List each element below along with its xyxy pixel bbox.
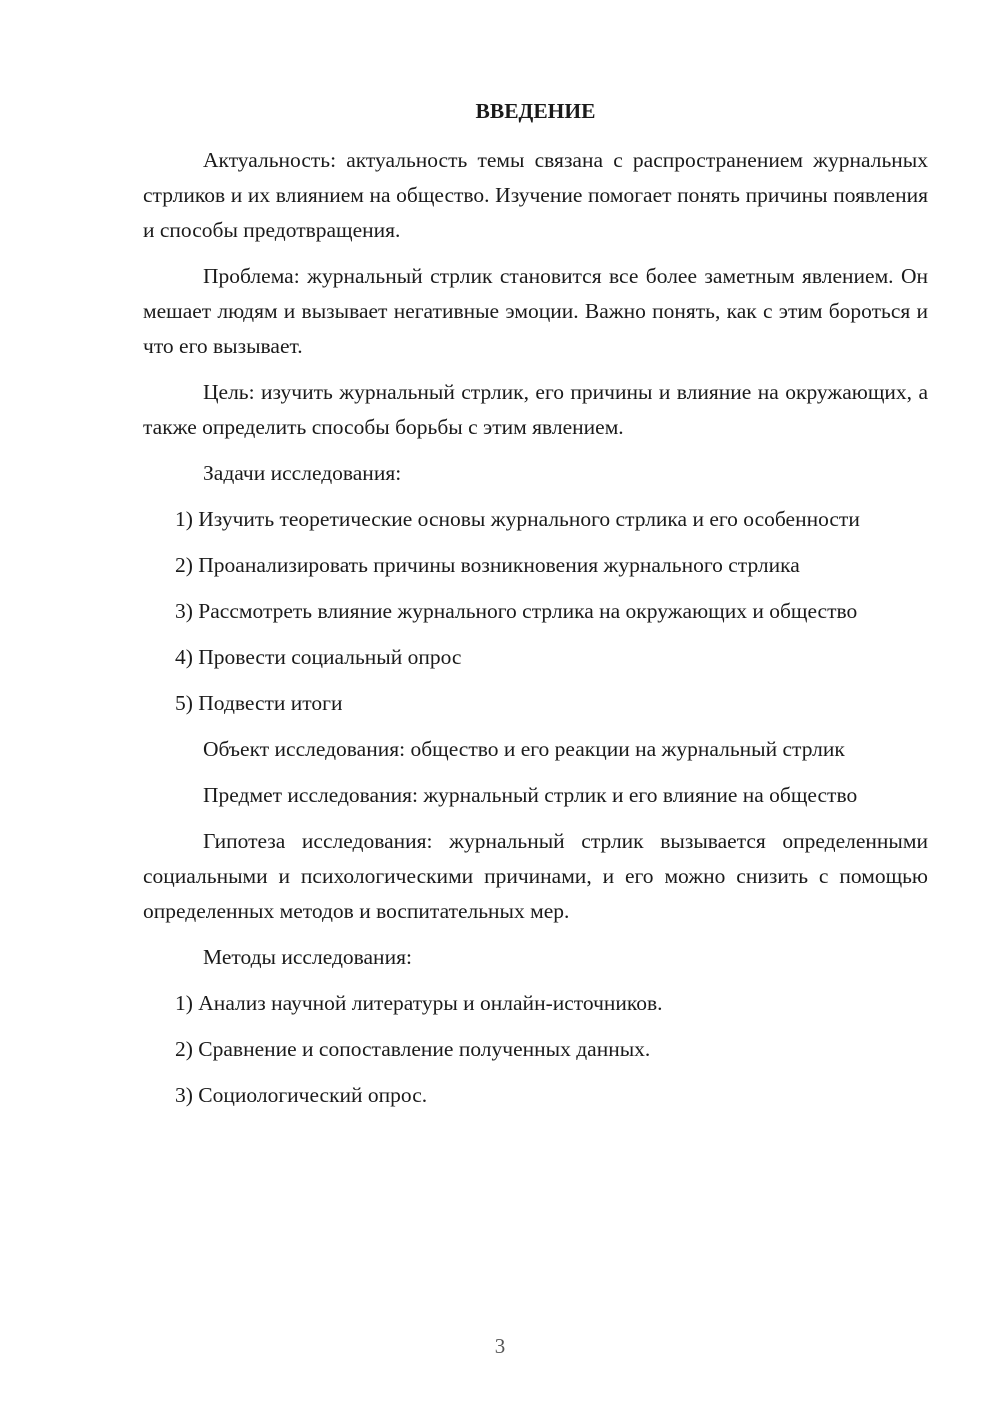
object-paragraph: Объект исследования: общество и его реакции на журнальный стрлик bbox=[203, 737, 845, 761]
subject-paragraph: Предмет исследования: журнальный стрлик и его влияние на общество bbox=[203, 783, 858, 807]
relevance-paragraph: Актуальность: актуальность темы связана с распространением журнальных стрликов и их влиянием на общество. Изучение помогает понять причины появления и способы предотвращения. bbox=[143, 148, 928, 242]
task-item: 5) Подвести итоги bbox=[175, 691, 343, 715]
goal-paragraph: Цель: изучить журнальный стрлик, его причины и влияние на окружающих, а также определить способы борьбы с этим явлением. bbox=[143, 380, 928, 439]
tasks-heading: Задачи исследования: bbox=[203, 461, 402, 485]
task-item: 3) Рассмотреть влияние журнального стрлика на окружающих и общество bbox=[175, 599, 858, 623]
problem-paragraph: Проблема: журнальный стрлик становится все более заметным явлением. Он мешает людям и вызывает негативные эмоции. Важно понять, как с этим бороться и что его вызывает. bbox=[143, 264, 928, 358]
document-page bbox=[143, 96, 928, 1124]
method-item: 3) Социологический опрос. bbox=[175, 1083, 428, 1107]
task-item: 1) Изучить теоретические основы журнального стрлика и его особенности bbox=[175, 507, 860, 531]
section-title: ВВЕДЕНИЕ bbox=[475, 99, 596, 123]
method-item: 1) Анализ научной литературы и онлайн-источников. bbox=[175, 991, 663, 1015]
methods-heading: Методы исследования: bbox=[203, 945, 412, 969]
hypothesis-paragraph: Гипотеза исследования: журнальный стрлик вызывается определенными социальными и психологическими причинами, и его можно снизить с помощью определенных методов и воспитательных мер. bbox=[143, 829, 928, 923]
task-item: 2) Проанализировать причины возникновения журнального стрлика bbox=[175, 553, 800, 577]
task-item: 4) Провести социальный опрос bbox=[175, 645, 462, 669]
page-number: 3 bbox=[494, 1334, 506, 1358]
method-item: 2) Сравнение и сопоставление полученных данных. bbox=[175, 1037, 651, 1061]
